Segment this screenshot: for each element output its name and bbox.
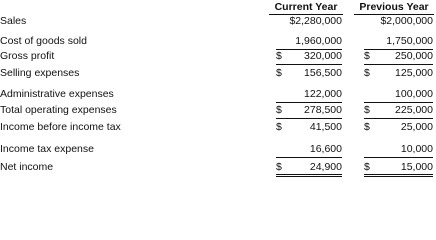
previous-value (364, 120, 433, 135)
row-net-income (0, 160, 436, 175)
currency-symbol: $ (276, 121, 282, 133)
row-label: Administrative expenses (0, 88, 114, 100)
previous-amount: 1,750,000 (386, 35, 433, 47)
current-amount: 320,000 (304, 50, 342, 62)
currency-symbol: $ (364, 121, 370, 133)
previous-amount: 250,000 (395, 50, 433, 62)
current-value (276, 142, 342, 158)
previous-amount: 125,000 (395, 67, 433, 79)
current-value (276, 14, 342, 29)
row-label: Selling expenses (0, 67, 80, 79)
current-value (276, 87, 342, 103)
row-income-tax-expense (0, 142, 436, 157)
previous-amount: 25,000 (400, 121, 433, 133)
row-label: Total operating expenses (0, 104, 117, 116)
previous-value (364, 14, 433, 29)
current-amount: 1,960,000 (295, 35, 342, 47)
previous-amount: 225,000 (395, 104, 433, 116)
current-value (276, 49, 342, 65)
previous-value (364, 34, 433, 50)
current-amount: 278,500 (304, 104, 342, 116)
currency-symbol: $ (276, 104, 282, 116)
previous-value (364, 49, 433, 65)
previous-amount: 100,000 (395, 88, 433, 100)
column-header-current-year: Current Year (269, 1, 343, 15)
previous-amount: 15,000 (400, 161, 433, 173)
row-selling-expenses (0, 66, 436, 81)
currency-symbol: $ (364, 67, 370, 79)
row-income-before-tax (0, 120, 436, 135)
previous-amount: 10,000 (400, 143, 433, 155)
row-label: Income before income tax (0, 121, 121, 133)
currency-symbol: $ (364, 161, 370, 173)
row-label: Sales (0, 15, 27, 27)
currency-symbol: $ (364, 50, 370, 62)
currency-symbol: $ (276, 161, 282, 173)
row-label: Cost of goods sold (0, 35, 87, 47)
current-amount: $2,280,000 (289, 15, 342, 27)
previous-value (364, 66, 433, 81)
row-administrative-expenses (0, 87, 436, 102)
row-label: Gross profit (0, 50, 55, 62)
current-amount: 16,600 (309, 143, 342, 155)
current-value (276, 160, 342, 177)
current-value (276, 103, 342, 119)
current-value (276, 120, 342, 135)
current-amount: 24,900 (309, 161, 342, 173)
current-amount: 41,500 (309, 121, 342, 133)
current-amount: 156,500 (304, 67, 342, 79)
previous-value (364, 160, 433, 177)
current-value (276, 66, 342, 81)
row-label: Income tax expense (0, 143, 94, 155)
current-amount: 122,000 (304, 88, 342, 100)
current-value (276, 34, 342, 50)
currency-symbol: $ (364, 104, 370, 116)
row-sales (0, 14, 436, 29)
currency-symbol: $ (276, 67, 282, 79)
row-label: Net income (0, 161, 54, 173)
previous-value (364, 142, 433, 158)
row-total-operating-expenses (0, 103, 436, 118)
previous-value (364, 103, 433, 119)
row-cost-of-goods-sold (0, 34, 436, 49)
currency-symbol: $ (276, 50, 282, 62)
column-header-previous-year: Previous Year (354, 1, 434, 15)
previous-value (364, 87, 433, 103)
previous-amount: $2,000,000 (380, 15, 433, 27)
row-gross-profit (0, 49, 436, 64)
